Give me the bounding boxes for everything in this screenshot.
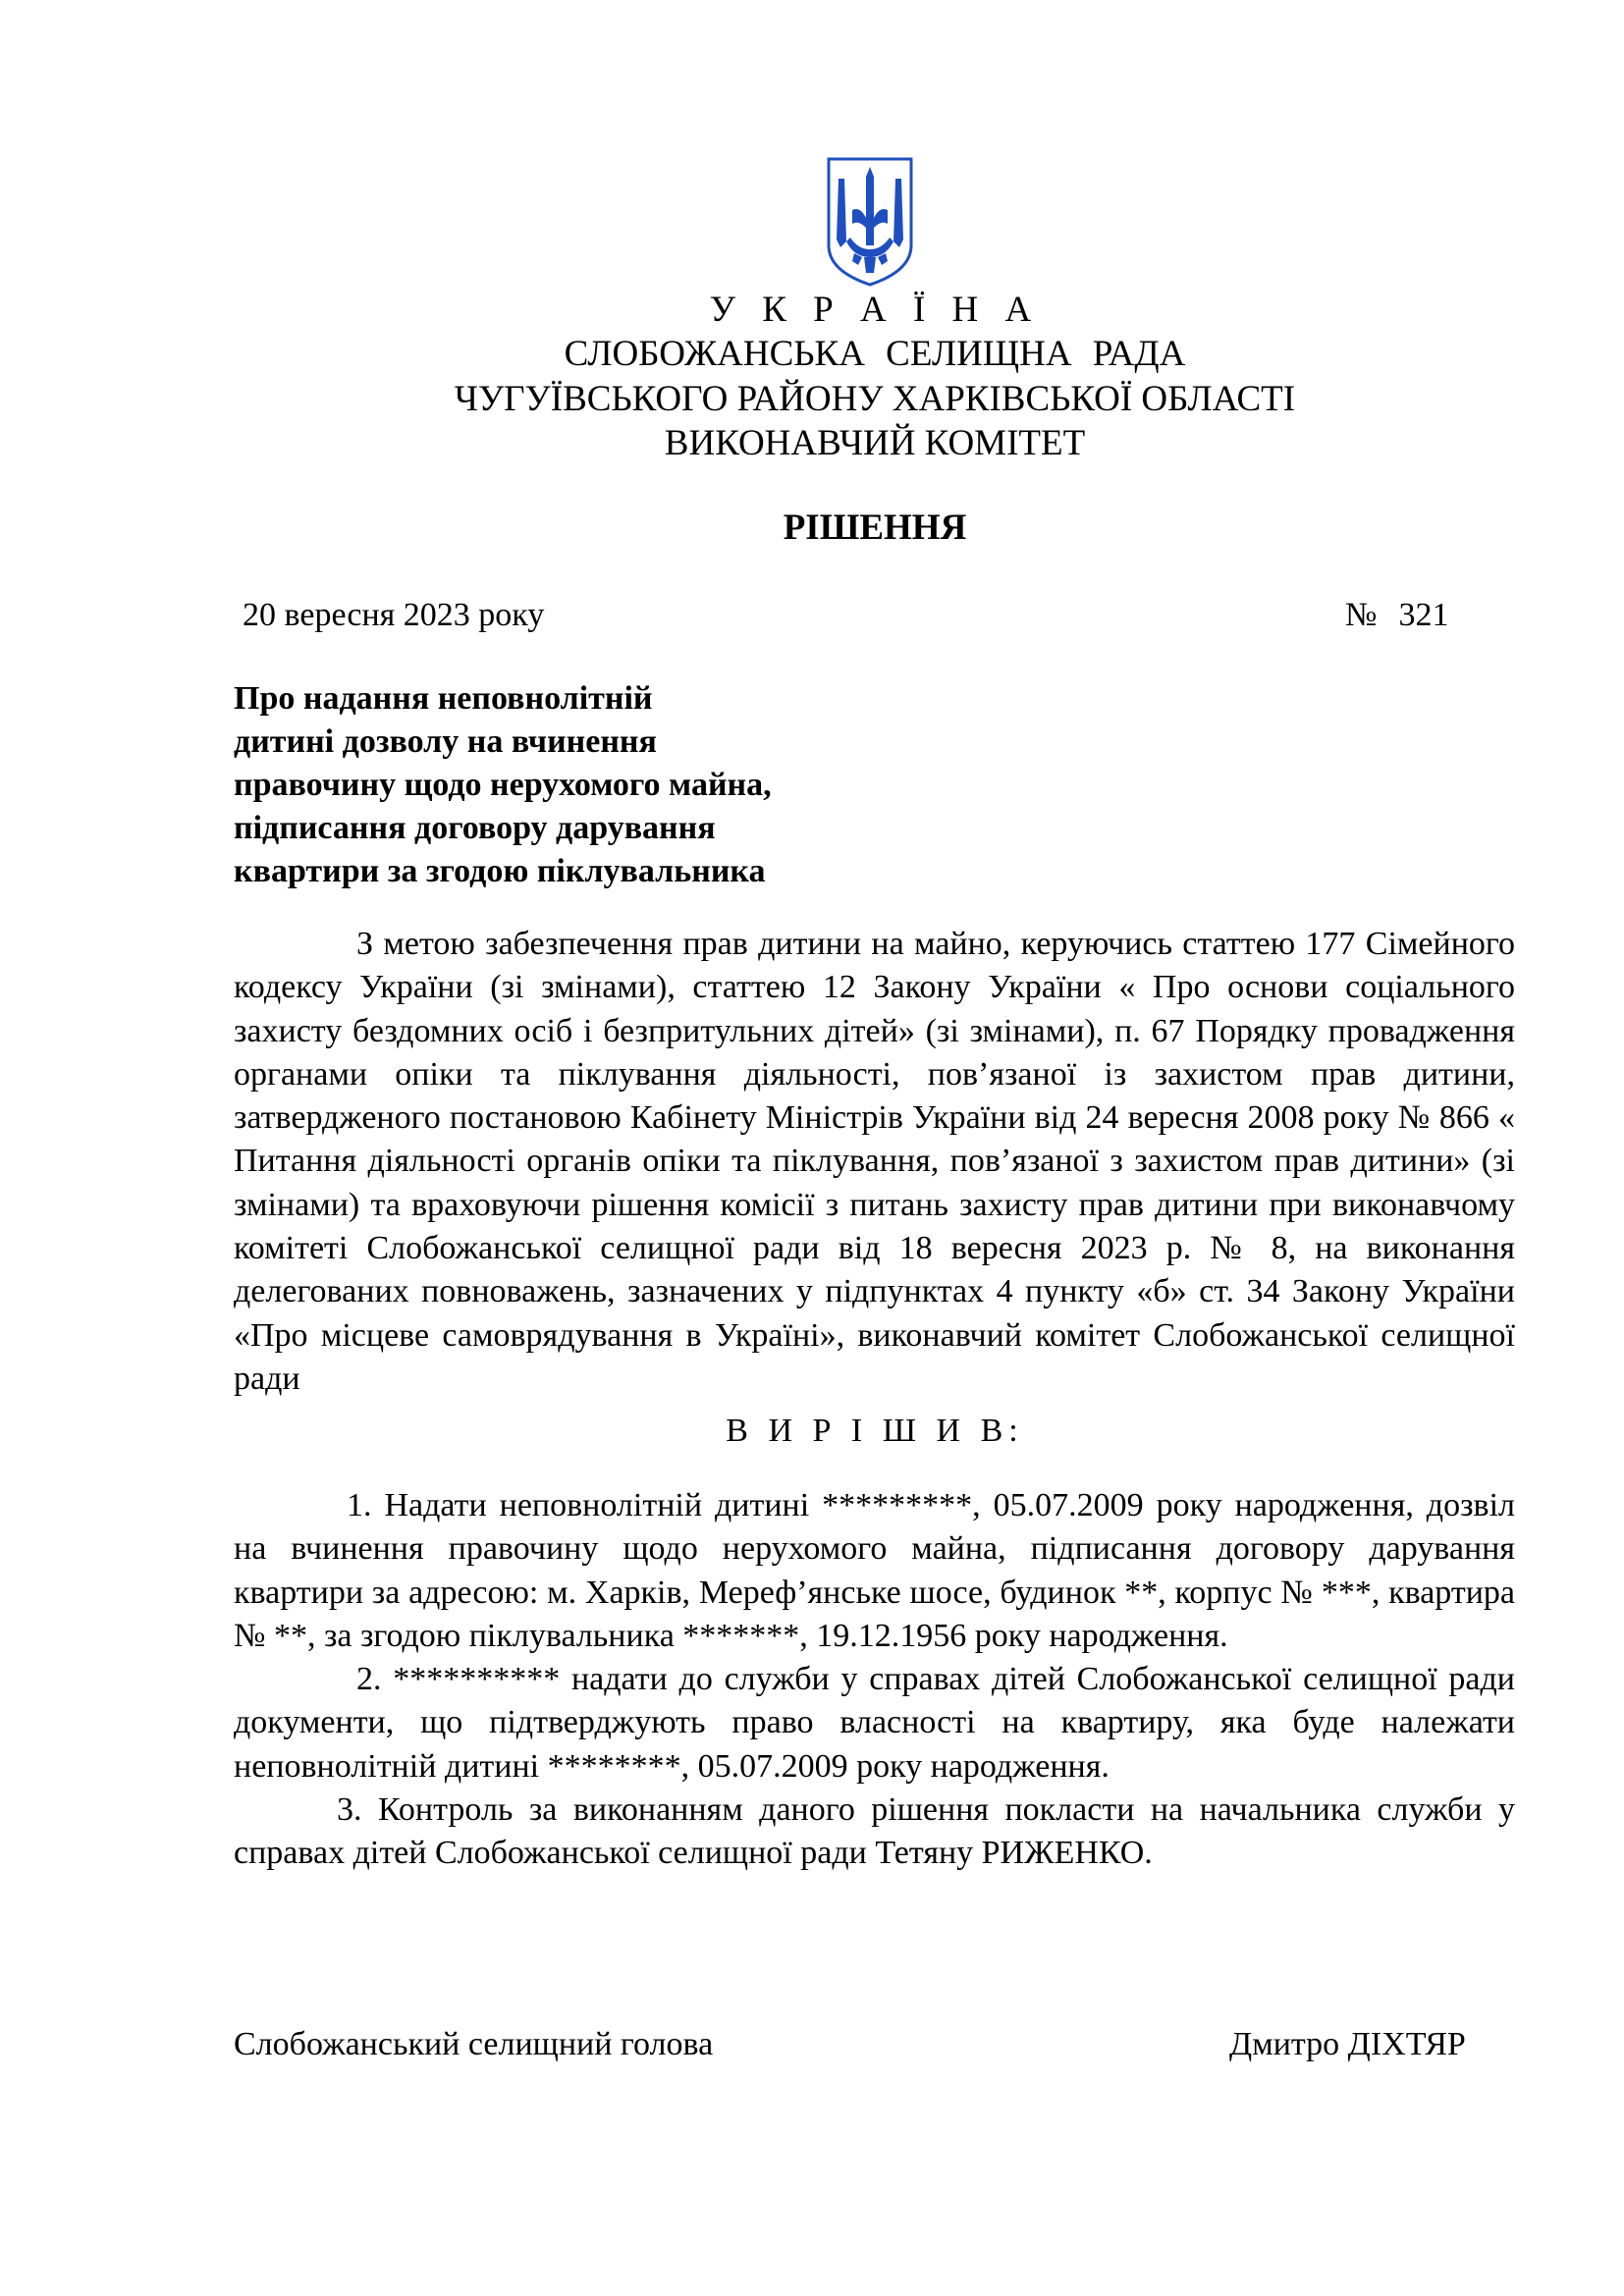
document-number <box>1345 594 1448 637</box>
document-subject <box>234 677 921 893</box>
document-date: 20 вересня 2023 року <box>243 597 545 633</box>
decision-items <box>234 1484 1515 2062</box>
decision-item-2: 2. ********** надати до служби у справах дітей Слобожанської селищної ради документи, що підтверджують право власності на квартиру, яка буде належати неповнолітній дитині ********, 05.07.2009 року народження. <box>234 1661 1515 1785</box>
number-sign: № <box>1345 597 1378 633</box>
subject-line: Про надання неповнолітній <box>234 680 653 717</box>
signature-name: Дмитро ДІХТЯР <box>1229 2025 1466 2062</box>
decision-item-1: 1. Надати неповнолітній дитині *********, 05.07.2009 року народження, дозвіл на вчинення правочину щодо нерухомого майна, підписання договору дарування квартири за адресою: м. Харків, Мереф’янське шосе, будинок **, корпус № ***, квартира № **, за згодою піклувальника *******, 19.12.1956 року народження. <box>234 1487 1515 1654</box>
header-district: ЧУГУЇВСЬКОГО РАЙОНУ ХАРКІВСЬКОЇ ОБЛАСТІ <box>454 379 1296 419</box>
signature-title: Слобожанський селищний голова <box>234 2025 714 2062</box>
ukraine-coat-of-arms-icon <box>825 155 915 289</box>
decision-item-3: 3. Контроль за виконанням даного рішення покласти на начальника служби у справах дітей Слобожанської селищної ради Тетяну РИЖЕНКО. <box>234 1791 1515 1872</box>
header-council: СЛОБОЖАНСЬКА СЕЛИЩНА РАДА <box>564 334 1186 374</box>
subject-line: дитині дозволу на вчинення <box>234 723 657 760</box>
header-country: У К Р А Ї Н А <box>709 290 1041 330</box>
subject-line: квартири за згодою піклувальника <box>234 853 766 889</box>
subject-line: підписання договору дарування <box>234 810 716 846</box>
subject-line: правочину щодо нерухомого майна, <box>234 767 772 803</box>
document-type: РІШЕННЯ <box>783 507 967 548</box>
header-committee: ВИКОНАВЧИЙ КОМІТЕТ <box>664 423 1086 463</box>
preamble-paragraph: З метою забезпечення прав дитини на майно, керуючись статтею 177 Сімейного кодексу України (зі змінами), статтею 12 Закону України « Про основи соціального захисту бездомних осіб і безпритульних дітей» (зі змінами), п. 67 Порядку провадження органами опіки та піклування діяльності, пов’язаної із захистом прав дитини, затвердженого постановою Кабінету Міністрів України від 24 вересня 2008 року № 866 « Питання діяльності органів опіки та піклування, пов’язаної з захистом прав дитини» (зі змінами) та враховуючи рішення комісії з питань захисту прав дитини при виконавчому комітеті Слобожанської селищної ради від 18 вересня 2023 р. № 8, на виконання делегованих повноважень, зазначених у підпунктах 4 пункту «б» ст. 34 Закону України «Про місцеве самоврядування в Україні», виконавчий комітет Слобожанської селищної ради <box>234 926 1515 1397</box>
decided-heading: В И Р І Ш И В: <box>726 1413 1024 1449</box>
number-value: 321 <box>1398 597 1449 633</box>
